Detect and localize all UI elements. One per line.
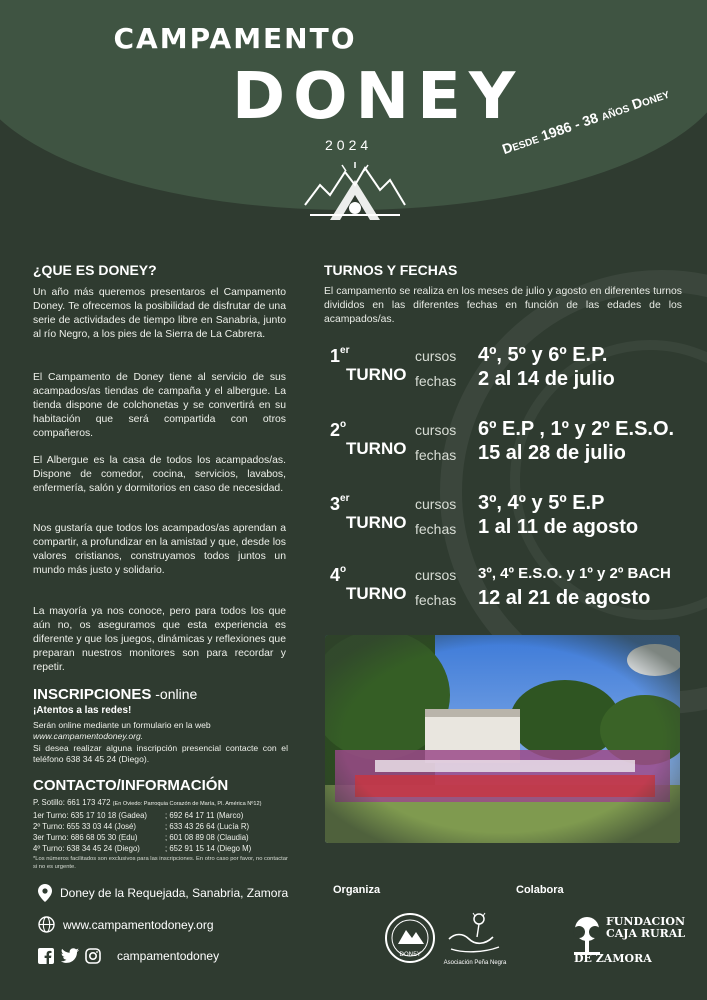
fechas-label: fechas [415, 447, 457, 463]
turno-number: 2$^o$ [330, 419, 347, 440]
turno-label: TURNO [346, 584, 407, 603]
turno-cursos: 3º, 4º y 5º E.P [478, 492, 605, 514]
contacto-disclaimer: *Los números facilitados son exclusivos para las inscripciones. En otro caso por favor, no contactar si no es urgente. [33, 856, 288, 870]
cursos-label: cursos [415, 422, 457, 438]
title-year: 2024 [325, 137, 373, 153]
contacto-turno-line: 3er Turno: 686 68 05 30 (Edu) ; 601 08 89 08 (Claudia) [33, 833, 249, 842]
turno-fechas: 15 al 28 de julio [478, 442, 626, 464]
cursos-label: cursos [415, 567, 457, 583]
about-paragraph-5: La mayoría ya nos conoce, pero para todos los que aún no, os aseguramos que esta experiencia es diferente y que los juegos, dinámicas y reflexiones que preparan nuestros monitores son para recordar y repetir. [33, 606, 286, 673]
contacto-turno-line: 4º Turno: 638 34 45 24 (Diego) ; 652 91 15 14 (Diego M) [33, 844, 252, 853]
footer-location [38, 884, 288, 902]
group-photo [325, 635, 680, 843]
turnos-intro: El campamento se realiza en los meses de julio y agosto en diferentes turnos divididos en las diferentes fechas en función de las edades de los acampados/as. [324, 286, 682, 325]
turno-cursos: 3º, 4º E.S.O. y 1º y 2º BACH [478, 565, 671, 582]
turno-number: 4$^o$ [330, 564, 347, 585]
turno-fechas: 1 al 11 de agosto [478, 516, 639, 538]
fund-line-3: DE ZAMORA [574, 952, 652, 965]
doney-seal-logo [384, 912, 436, 964]
contacto-sotillo: P. Sotillo: 661 173 472 (En Oviedo: Parroquia Corazón de María, Pl. América Nº12) [33, 798, 262, 807]
social-handle: campamentodoney [117, 949, 220, 963]
turno-2 [330, 418, 690, 482]
turno-label: TURNO [346, 513, 407, 532]
fechas-label: fechas [415, 521, 457, 537]
turnos-heading: TURNOS Y FECHAS [324, 262, 458, 278]
pena-negra-figure-icon [443, 909, 507, 955]
turno-label: TURNO [346, 439, 407, 458]
about-heading: ¿QUE ES DONEY? [33, 262, 157, 278]
about-paragraph-2: El Campamento de Doney tiene al servicio de sus acampados/as tiendas de campaña y el albergue. La tienda dispone de colchonetas y se convertirá en su habitación que será compartida con otros compañeros. [33, 372, 286, 439]
footer-website[interactable] [38, 916, 214, 933]
pena-negra-logo [443, 909, 507, 969]
title-doney: DONEY [232, 60, 524, 134]
about-paragraph-4: Nos gustaría que todos los acampados/as aprendan a compartir, a profundizar en la amistad y que, desde los valores cristianos, construyamos todos juntos un mundo más justo y solidario. [33, 523, 286, 576]
cursos-label: cursos [415, 496, 457, 512]
contacto-turno-line: 2º Turno: 655 33 03 44 (José) ; 633 43 26 64 (Lucía R) [33, 822, 250, 831]
organiza-label: Organiza [333, 884, 381, 896]
fechas-label: fechas [415, 592, 457, 608]
inscripciones-subheading: ¡Atentos a las redes! [33, 705, 132, 716]
about-paragraph-3: El Albergue es la casa de todos los acampados/as. Dispone de comedor, cocina, servicios, lavabos, enfermería, salón y dormitorios en caso de necesidad. [33, 455, 286, 494]
cursos-label: cursos [415, 348, 457, 364]
turno-fechas: 12 al 21 de agosto [478, 587, 651, 609]
turno-fechas: 2 al 14 de julio [478, 368, 615, 390]
turno-cursos: 6º E.P , 1º y 2º E.S.O. [478, 418, 675, 440]
footer-social [38, 948, 219, 964]
website-link[interactable]: www.campamentodoney.org [63, 917, 214, 932]
since-banner: Desde 1986 - 38 años Doney [500, 84, 672, 158]
turno-3 [330, 492, 690, 556]
inscripciones-web-link[interactable]: www.campamentodoney.org. [33, 731, 144, 741]
turno-number: 3er [330, 493, 350, 514]
inscripciones-presencial: Si desea realizar alguna inscripción presencial contacte con el teléfono 638 34 45 24 (Diego). [33, 743, 288, 765]
inscripciones-heading: INSCRIPCIONES -online [33, 686, 198, 703]
fechas-label: fechas [415, 373, 457, 389]
seal-text: DONEY [399, 951, 421, 958]
contacto-turno-line: 1er Turno: 635 17 10 18 (Gadea) ; 692 64 17 11 (Marco) [33, 811, 244, 820]
facebook-icon[interactable] [38, 948, 54, 964]
instagram-icon[interactable] [85, 948, 101, 964]
contacto-heading: CONTACTO/INFORMACIÓN [33, 777, 229, 794]
colabora-label: Colabora [516, 884, 564, 896]
fund-line-1: FUNDACION [606, 915, 686, 928]
turno-number: 1er [330, 345, 350, 366]
turno-1 [330, 344, 690, 408]
twitter-icon[interactable] [60, 948, 79, 964]
turno-label: TURNO [346, 365, 407, 384]
pena-caption: Asociación Peña Negra [443, 960, 507, 966]
turno-cursos: 4º, 5º y 6º E.P. [478, 344, 608, 366]
fund-line-2: CAJA RURAL [606, 927, 686, 940]
mountain-logo-icon [300, 160, 410, 230]
turno-4 [330, 564, 690, 627]
globe-icon [38, 916, 55, 933]
about-paragraph-1: Un año más queremos presentaros el Campamento Doney. Te ofrecemos la posibilidad de disfrutar de una serie de actividades de tiempo libre en Sanabria, junto al río Negro, a los pies de la Sierra de La Cabrera. [33, 287, 286, 340]
location-text: Doney de la Requejada, Sanabria, Zamora [60, 886, 289, 900]
location-pin-icon [38, 884, 52, 902]
title-campamento: CAMPAMENTO [113, 22, 357, 55]
inscripciones-text: Serán online mediante un formulario en la web [33, 720, 211, 730]
fundacion-logo [570, 914, 686, 965]
